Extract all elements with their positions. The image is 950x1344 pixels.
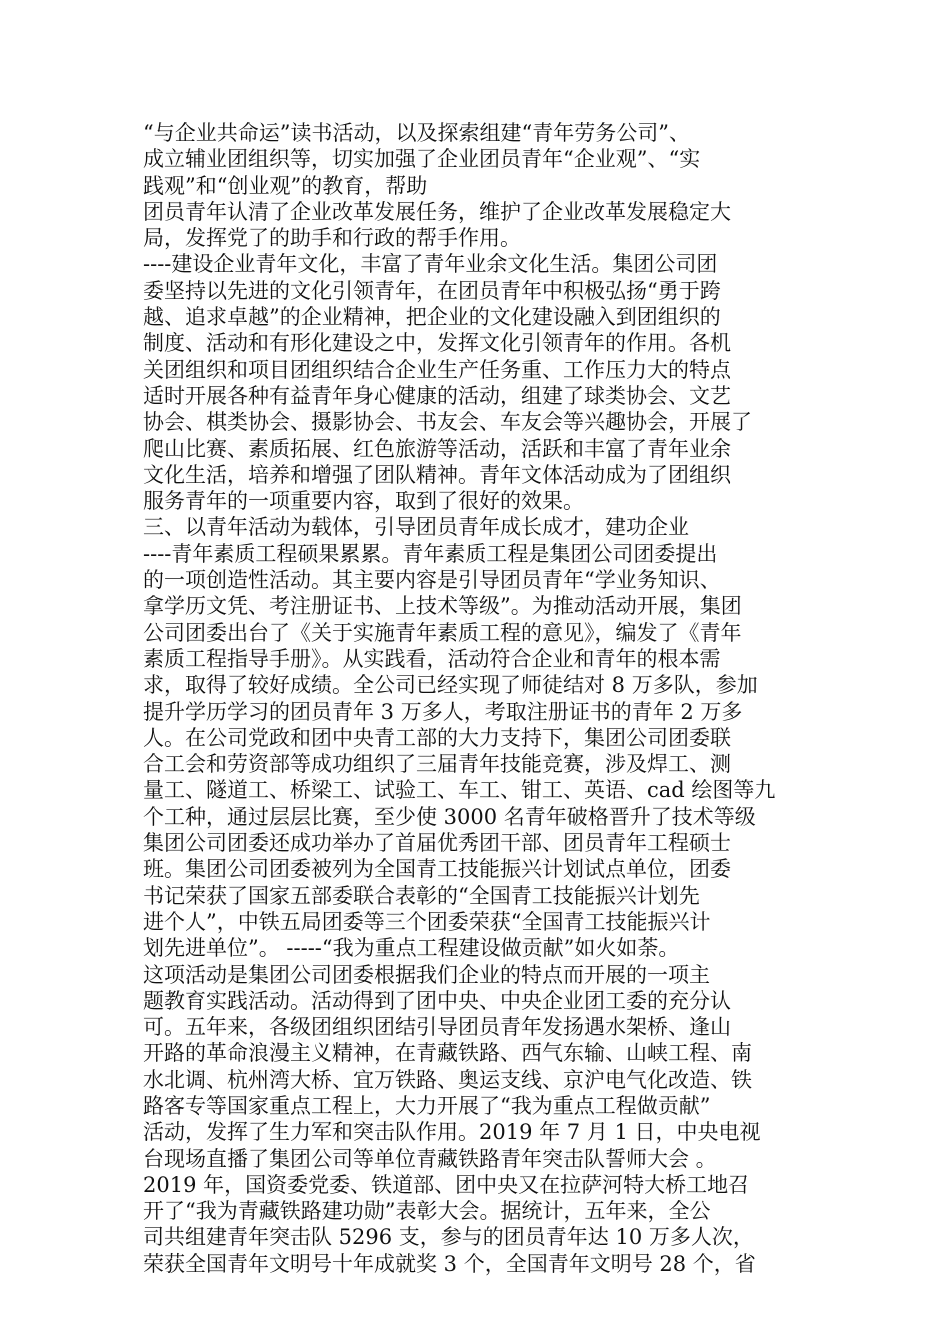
body-text-line: 公司团委出台了《关于实施青年素质工程的意见》，编发了《青年 xyxy=(143,620,742,645)
body-text-line: 制度、活动和有形化建设之中，发挥文化引领青年的作用。各机 xyxy=(143,331,731,356)
document-body xyxy=(143,120,813,1277)
body-text-line: 越、追求卓越”的企业精神，把企业的文化建设融入到团组织的 xyxy=(143,305,721,330)
body-text-line: 服务青年的一项重要内容，取到了很好的效果。 xyxy=(143,489,584,514)
body-text-line: 委坚持以先进的文化引领青年，在团员青年中积极弘扬“勇于跨 xyxy=(143,278,721,303)
body-text-line: 文化生活，培养和增强了团队精神。青年文体活动成为了团组织 xyxy=(143,462,731,487)
body-text-line: 拿学历文凭、考注册证书、上技术等级”。为推动活动开展，集团 xyxy=(143,594,742,619)
body-text-line: 关团组织和项目团组织结合企业生产任务重、工作压力大的特点 xyxy=(143,357,731,382)
body-text-line: 这项活动是集团公司团委根据我们企业的特点而开展的一项主 xyxy=(143,962,710,987)
body-text-line: 三、以青年活动为载体，引导团员青年成长成才，建功企业 xyxy=(143,515,689,540)
body-text-line: 合工会和劳资部等成功组织了三届青年技能竞赛，涉及焊工、测 xyxy=(143,752,731,777)
body-text-line: 局，发挥党了的助手和行政的帮手作用。 xyxy=(143,226,521,251)
body-text-line: 的一项创造性活动。其主要内容是引导团员青年“学业务知识、 xyxy=(143,568,721,593)
body-text-line: 爬山比赛、素质拓展、红色旅游等活动，活跃和丰富了青年业余 xyxy=(143,436,731,461)
body-text-line: 践观”和“创业观”的教育，帮助 xyxy=(143,173,428,198)
body-text-line: ----建设企业青年文化，丰富了青年业余文化生活。集团公司团 xyxy=(143,252,718,277)
body-text-line: 荣获全国青年文明号十年成就奖 3 个，全国青年文明号 28 个，省 xyxy=(143,1251,756,1276)
body-text-line: 可。五年来，各级团组织团结引导团员青年发扬遇水架桥、逢山 xyxy=(143,1015,731,1040)
body-text-line: 提升学历学习的团员青年 3 万多人，考取注册证书的青年 2 万多 xyxy=(143,699,743,724)
body-text-line: 划先进单位”。 -----“我为重点工程建设做贡献”如火如荼。 xyxy=(143,936,680,961)
body-text-line: 路客专等国家重点工程上，大力开展了“我为重点工程做贡献” xyxy=(143,1093,711,1118)
body-text-line: 协会、棋类协会、摄影协会、书友会、车友会等兴趣协会，开展了 xyxy=(143,410,752,435)
body-text-line: 集团公司团委还成功举办了首届优秀团干部、团员青年工程硕士 xyxy=(143,831,731,856)
body-text-line: 司共组建青年突击队 5296 支，参与的团员青年达 10 万多人次， xyxy=(143,1225,754,1250)
body-text-line: 求，取得了较好成绩。全公司已经实现了师徒结对 8 万多队，参加 xyxy=(143,673,758,698)
body-text-line: ----青年素质工程硕果累累。青年素质工程是集团公司团委提出 xyxy=(143,541,718,566)
body-text-line: 个工种，通过层层比赛，至少使 3000 名青年破格晋升了技术等级 xyxy=(143,804,756,829)
body-text-line: 成立辅业团组织等，切实加强了企业团员青年“企业观”、“实 xyxy=(143,147,701,172)
body-text-line: “与企业共命运”读书活动，以及探索组建“青年劳务公司”、 xyxy=(143,121,690,145)
body-text-line: 开路的革命浪漫主义精神，在青藏铁路、西气东输、山峡工程、南 xyxy=(143,1041,752,1066)
body-text-line: 2019 年，国资委党委、铁道部、团中央又在拉萨河特大桥工地召 xyxy=(143,1172,750,1197)
body-text-line: 团员青年认清了企业改革发展任务，维护了企业改革发展稳定大 xyxy=(143,199,731,224)
body-text-line: 人。在公司党政和团中央青工部的大力支持下，集团公司团委联 xyxy=(143,725,731,750)
body-text-line: 水北调、杭州湾大桥、宜万铁路、奥运支线、京沪电气化改造、铁 xyxy=(143,1067,752,1092)
body-text-line: 进个人”，中铁五局团委等三个团委荣获“全国青工技能振兴计 xyxy=(143,909,711,934)
body-text-line: 素质工程指导手册》。从实践看，活动符合企业和青年的根本需 xyxy=(143,646,721,671)
body-text-line: 书记荣获了国家五部委联合表彰的“全国青工技能振兴计划先 xyxy=(143,883,700,908)
body-text-line: 台现场直播了集团公司等单位青藏铁路青年突击队誓师大会 。 xyxy=(143,1146,717,1171)
body-text-line: 班。集团公司团委被列为全国青工技能振兴计划试点单位，团委 xyxy=(143,857,731,882)
body-text-line: 活动，发挥了生力军和突击队作用。2019 年 7 月 1 日，中央电视 xyxy=(143,1120,761,1145)
body-text-line: 题教育实践活动。活动得到了团中央、中央企业团工委的充分认 xyxy=(143,988,731,1013)
body-text-line: 量工、隧道工、桥梁工、试验工、车工、钳工、英语、cad 绘图等九 xyxy=(143,778,776,803)
body-text-line: 适时开展各种有益青年身心健康的活动，组建了球类协会、文艺 xyxy=(143,383,731,408)
body-text-line: 开了“我为青藏铁路建功勋”表彰大会。据统计，五年来，全公 xyxy=(143,1199,711,1224)
